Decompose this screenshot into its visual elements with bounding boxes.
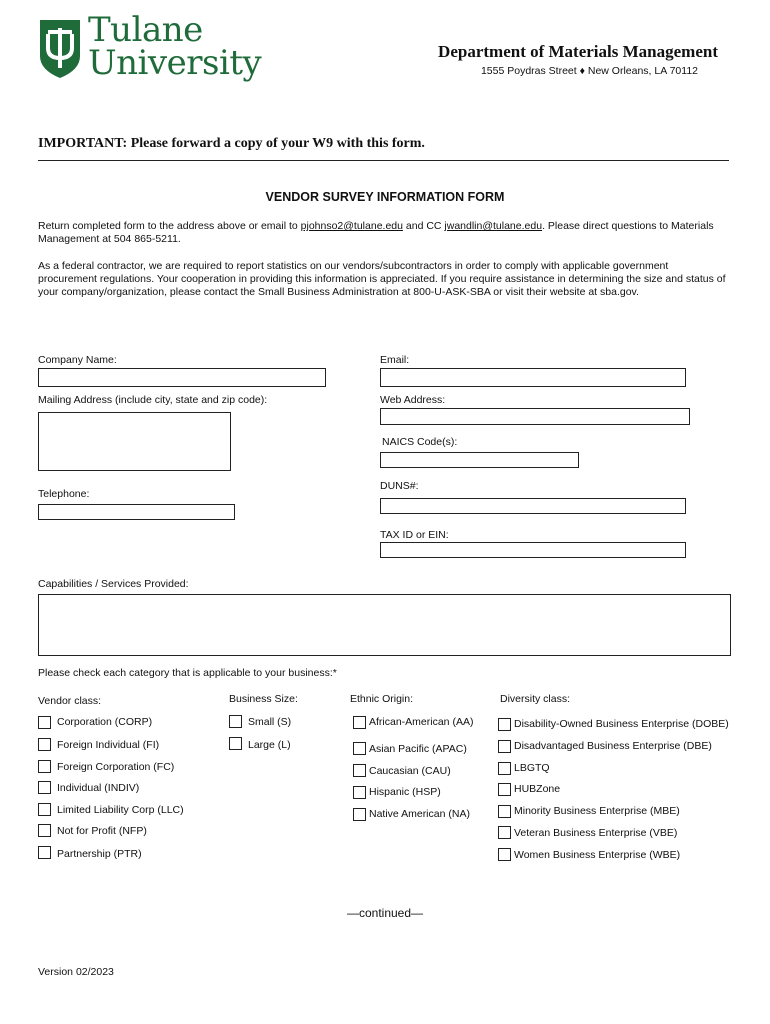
web-address-label: Web Address: xyxy=(380,394,446,406)
divider-rule xyxy=(38,160,729,161)
checkbox-dbe[interactable] xyxy=(498,740,511,753)
return-text-mid: and CC xyxy=(402,220,445,232)
label-dobe: Disability-Owned Business Enterprise (DOBE) xyxy=(514,718,729,730)
form-title: VENDOR SURVEY INFORMATION FORM xyxy=(265,190,505,204)
checkbox-ptr[interactable] xyxy=(38,846,51,859)
checkbox-large[interactable] xyxy=(229,737,242,750)
telephone-label: Telephone: xyxy=(38,488,90,500)
label-llc: Limited Liability Corp (LLC) xyxy=(57,804,184,816)
naics-label: NAICS Code(s): xyxy=(382,436,458,448)
label-wbe: Women Business Enterprise (WBE) xyxy=(514,849,681,861)
vendor-class-title: Vendor class: xyxy=(38,695,102,707)
label-aa: African-American (AA) xyxy=(369,716,474,728)
duns-label: DUNS#: xyxy=(380,480,419,492)
label-na: Native American (NA) xyxy=(369,808,470,820)
checkbox-small[interactable] xyxy=(229,715,242,728)
label-lbgtq: LBGTQ xyxy=(514,762,550,774)
email-label: Email: xyxy=(380,354,410,366)
checkbox-vbe[interactable] xyxy=(498,826,511,839)
diversity-class-title: Diversity class: xyxy=(500,693,571,705)
label-hubzone: HUBZone xyxy=(514,783,561,795)
checkbox-apac[interactable] xyxy=(353,742,366,755)
duns-field[interactable] xyxy=(380,498,686,514)
email-link-jwandlin[interactable]: jwandlin@tulane.edu xyxy=(444,220,543,232)
checkbox-dobe[interactable] xyxy=(498,718,511,731)
logo-line-1: Tulane xyxy=(88,10,203,50)
checkbox-indiv[interactable] xyxy=(38,781,51,794)
telephone-field[interactable] xyxy=(38,504,235,520)
email-field[interactable] xyxy=(380,368,686,387)
checkbox-mbe[interactable] xyxy=(498,805,511,818)
company-name-label: Company Name: xyxy=(38,354,117,366)
label-cau: Caucasian (CAU) xyxy=(369,765,451,777)
checkbox-cau[interactable] xyxy=(353,764,366,777)
checkbox-aa[interactable] xyxy=(353,716,366,729)
checkbox-fc[interactable] xyxy=(38,760,51,773)
company-name-field[interactable] xyxy=(38,368,326,387)
label-indiv: Individual (INDIV) xyxy=(57,782,140,794)
return-text-post: . Please direct questions to Materials Management at 504 865-5211. xyxy=(38,220,714,245)
tulane-shield-logo xyxy=(38,18,82,80)
department-address: 1555 Poydras Street ♦ New Orleans, LA 70112 xyxy=(480,65,698,77)
business-size-title: Business Size: xyxy=(229,693,298,705)
label-vbe: Veteran Business Enterprise (VBE) xyxy=(514,827,678,839)
label-apac: Asian Pacific (APAC) xyxy=(369,743,467,755)
checkbox-hsp[interactable] xyxy=(353,786,366,799)
web-address-field[interactable] xyxy=(380,408,690,425)
label-corp: Corporation (CORP) xyxy=(57,716,153,728)
checkbox-lbgtq[interactable] xyxy=(498,762,511,775)
capabilities-field[interactable] xyxy=(38,594,731,656)
federal-contractor-paragraph: As a federal contractor, we are required to report statistics on our vendors/subcontractors in order to comply with applicable government procurement regulations. Your cooperation in providing this information is appreciated. If you require assistance in determining the size and status of your company/organization, please contact the Small Business Administration at 800-U-ASK-SBA or visit their website at sba.gov. xyxy=(38,260,726,298)
label-nfp: Not for Profit (NFP) xyxy=(57,825,147,837)
tax-id-field[interactable] xyxy=(380,542,686,558)
ethnic-origin-title: Ethnic Origin: xyxy=(350,693,414,705)
label-small: Small (S) xyxy=(248,716,292,728)
label-dbe: Disadvantaged Business Enterprise (DBE) xyxy=(514,740,712,752)
checkbox-hubzone[interactable] xyxy=(498,783,511,796)
label-large: Large (L) xyxy=(248,739,291,751)
label-fi: Foreign Individual (FI) xyxy=(57,739,160,751)
naics-field[interactable] xyxy=(380,452,579,468)
return-instructions xyxy=(38,220,728,246)
email-link-pjohnso2[interactable]: pjohnso2@tulane.edu xyxy=(300,220,403,232)
department-title: Department of Materials Management xyxy=(438,42,718,61)
version-label: Version 02/2023 xyxy=(38,966,114,978)
checkbox-na[interactable] xyxy=(353,808,366,821)
checkbox-wbe[interactable] xyxy=(498,848,511,861)
return-text-pre: Return completed form to the address above or email to xyxy=(38,220,301,232)
important-notice: IMPORTANT: Please forward a copy of your W9 with this form. xyxy=(38,136,425,151)
tax-id-label: TAX ID or EIN: xyxy=(380,529,449,541)
checkbox-llc[interactable] xyxy=(38,803,51,816)
checkbox-nfp[interactable] xyxy=(38,824,51,837)
check-category-prompt: Please check each category that is applicable to your business:* xyxy=(38,667,337,679)
mailing-address-field[interactable] xyxy=(38,412,231,471)
label-hsp: Hispanic (HSP) xyxy=(369,786,441,798)
continued-marker: —continued— xyxy=(346,906,424,920)
logo-line-2: University xyxy=(88,43,262,83)
label-mbe: Minority Business Enterprise (MBE) xyxy=(514,805,680,817)
tulane-wordmark xyxy=(88,10,262,83)
checkbox-fi[interactable] xyxy=(38,738,51,751)
capabilities-label: Capabilities / Services Provided: xyxy=(38,578,189,590)
label-ptr: Partnership (PTR) xyxy=(57,848,142,860)
label-fc: Foreign Corporation (FC) xyxy=(57,761,175,773)
checkbox-corp[interactable] xyxy=(38,716,51,729)
mailing-address-label: Mailing Address (include city, state and zip code): xyxy=(38,394,268,406)
